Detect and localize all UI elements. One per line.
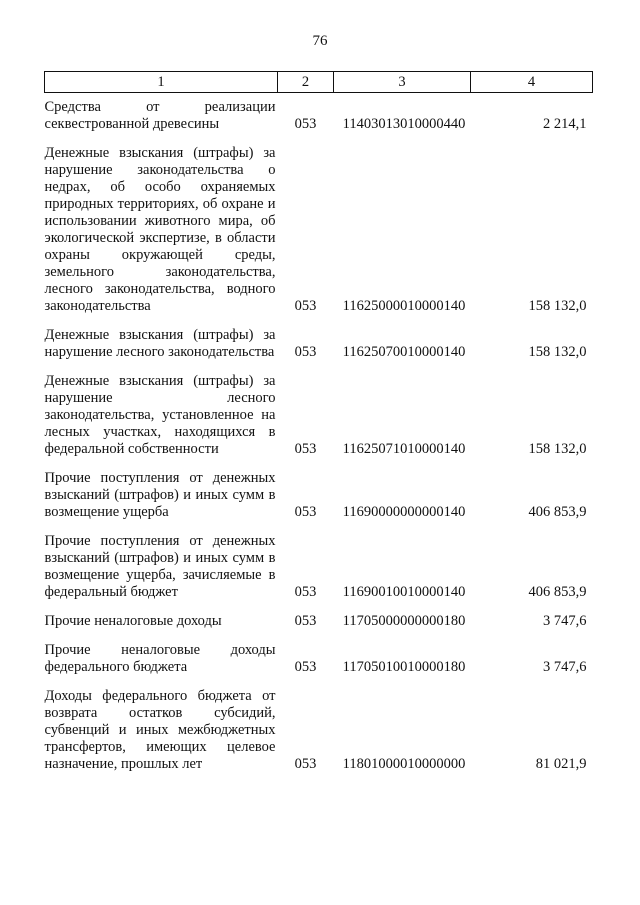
row-admin-code: 053: [294, 298, 317, 314]
row-name: Прочие поступления от денежных взысканий (штрафов) и иных сумм в возмещение ущерба: [44, 470, 276, 520]
table-row: [45, 93, 593, 140]
row-admin-code: 053: [294, 584, 317, 600]
table-row: [45, 321, 593, 367]
row-name: Прочие неналоговые доходы федерального бюджета: [44, 642, 276, 675]
row-name: Доходы федерального бюджета от возврата остатков субсидий, субвенций и иных межбюджетных трансфертов, имеющих целевое назначение, прошлых лет: [44, 688, 276, 772]
row-admin-code: 053: [294, 659, 317, 675]
table-row: [45, 139, 593, 321]
row-amount: 3 747,6: [543, 613, 587, 629]
row-classification-code: 11690010010000140: [342, 584, 466, 600]
table-body: [45, 93, 593, 780]
row-amount: 158 132,0: [528, 298, 587, 314]
row-classification-code: 11801000010000000: [342, 756, 466, 772]
row-classification-code: 11625000010000140: [342, 298, 466, 314]
row-amount: 3 747,6: [543, 659, 587, 675]
table-row: [45, 636, 593, 682]
row-name: Прочие неналоговые доходы: [44, 613, 222, 629]
row-admin-code: 053: [294, 116, 317, 132]
row-amount: 406 853,9: [528, 504, 587, 520]
row-name: Средства от реализации секвестрованной древесины: [44, 99, 276, 132]
table-row: [45, 464, 593, 527]
row-admin-code: 053: [294, 504, 317, 520]
row-classification-code: 11705010010000180: [342, 659, 466, 675]
row-admin-code: 053: [294, 756, 317, 772]
page-number: 76: [312, 33, 328, 49]
column-header-admin: 2: [278, 72, 334, 93]
table-row: [45, 607, 593, 636]
row-classification-code: 11403013010000440: [342, 116, 466, 132]
row-name: Денежные взыскания (штрафы) за нарушение лесного законодательства: [44, 327, 276, 360]
table-header: [45, 72, 593, 93]
row-admin-code: 053: [294, 344, 317, 360]
table-row: [45, 367, 593, 464]
budget-revenue-table: [44, 71, 593, 779]
row-classification-code: 11690000000000140: [342, 504, 466, 520]
column-header-name: 1: [45, 72, 278, 93]
row-amount: 158 132,0: [528, 441, 587, 457]
table-header-row: [45, 72, 593, 93]
row-name: Денежные взыскания (штрафы) за нарушение законодательства о недрах, об особо охраняемых природных территориях, об охране и использовании животного мира, об экологической экспертизе, в области охраны окружающей среды, земельного законодательства, лесного законодательства, водного законодательства: [44, 145, 276, 314]
row-name: Денежные взыскания (штрафы) за нарушение лесного законодательства, установленное на лесных участках, находящихся в федеральной собственности: [44, 373, 276, 457]
row-classification-code: 11625070010000140: [342, 344, 466, 360]
row-amount: 158 132,0: [528, 344, 587, 360]
row-admin-code: 053: [294, 441, 317, 457]
column-header-amount: 4: [471, 72, 593, 93]
row-admin-code: 053: [294, 613, 317, 629]
row-name: Прочие поступления от денежных взысканий (штрафов) и иных сумм в возмещение ущерба, зачисляемые в федеральный бюджет: [44, 533, 276, 600]
row-classification-code: 11625071010000140: [342, 441, 466, 457]
row-amount: 81 021,9: [535, 756, 587, 772]
row-classification-code: 11705000000000180: [342, 613, 466, 629]
row-amount: 2 214,1: [543, 116, 587, 132]
table-row: [45, 682, 593, 779]
row-amount: 406 853,9: [528, 584, 587, 600]
table-row: [45, 527, 593, 607]
column-header-code: 3: [334, 72, 471, 93]
